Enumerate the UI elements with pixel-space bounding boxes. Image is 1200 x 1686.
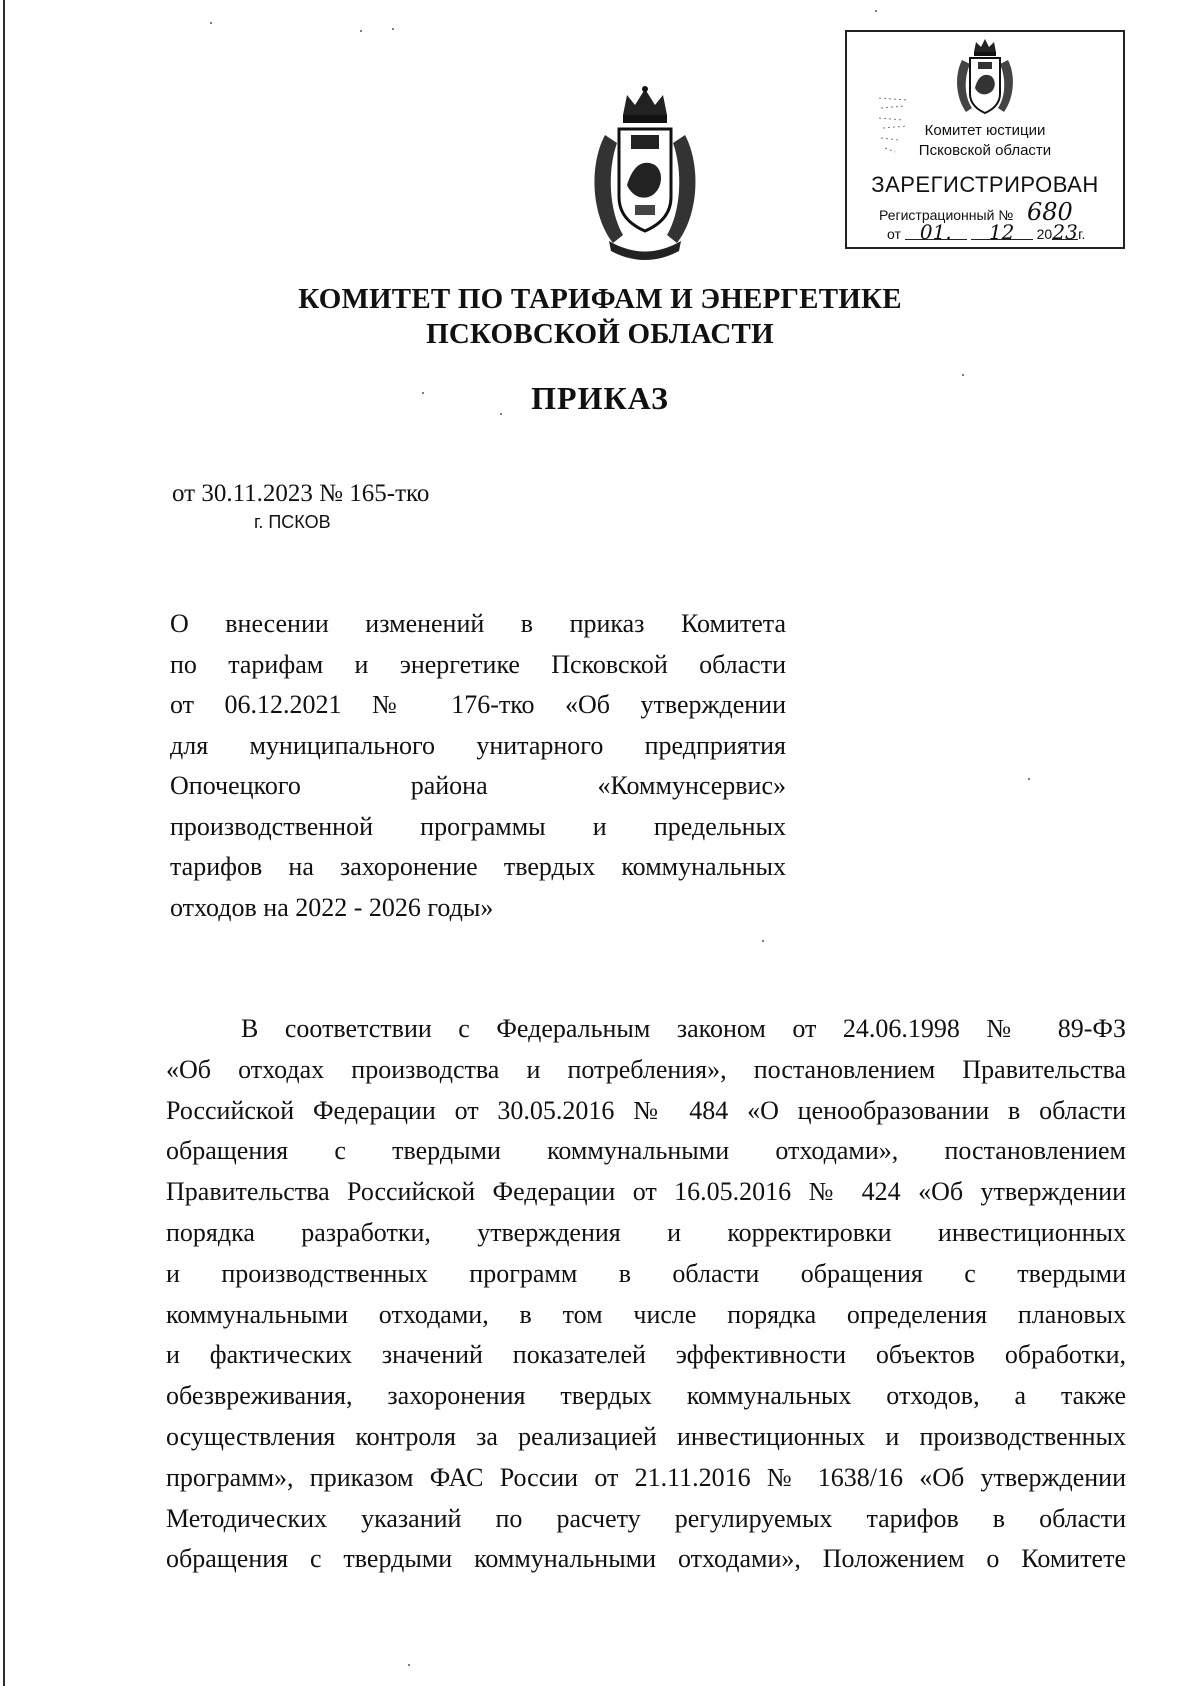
registration-stamp [845, 30, 1125, 249]
body-line: обезвреживания, захоронения твердых коммунальных отходов, а также [166, 1381, 1126, 1411]
scan-speck [392, 28, 394, 30]
scan-speck [500, 413, 502, 415]
body-line: «Об отходах производства и потребления», постановлением Правительства [166, 1054, 1126, 1084]
body-line: и производственных программ в области обращения с твердыми [166, 1258, 1126, 1288]
subject-line: тарифов на захоронение твердых коммунальных [170, 852, 786, 881]
stamp-date-month: 12 [971, 225, 1033, 240]
scan-speck [408, 1664, 410, 1666]
subject-line: от 06.12.2021 № 176-тко «Об утверждении [170, 690, 786, 719]
body-line: порядка разработки, утверждения и корректировки инвестиционных [166, 1217, 1126, 1247]
body-line: обращения с твердыми коммунальными отходами», Положением о Комитете [166, 1544, 1126, 1574]
subject-line: по тарифам и энергетике Псковской области [170, 649, 786, 679]
scan-speck [210, 22, 212, 24]
order-city: г. ПСКОВ [254, 512, 331, 532]
stamp-date-year-prefix: 20 [1036, 226, 1053, 242]
body-line: коммунальными отходами, в том числе порядка определения плановых [166, 1299, 1126, 1329]
scan-speck [875, 10, 877, 12]
scan-edge [3, 0, 5, 1686]
subject-line: О внесении изменений в приказ Комитета [170, 609, 786, 638]
scan-speck [1028, 778, 1030, 780]
organization-name [0, 282, 1200, 352]
scan-speck [360, 30, 362, 32]
subject-line: отходов на 2022 - 2026 годы» [170, 892, 494, 922]
stamp-authority-line2: Псковской области [918, 142, 1052, 159]
stamp-date-suffix: г. [1078, 226, 1086, 242]
stamp-date [887, 220, 1117, 244]
body-line: обращения с твердыми коммунальными отходами», постановлением [166, 1136, 1126, 1166]
scan-speck [422, 392, 424, 394]
body-line: Методических указаний по расчету регулируемых тарифов в области [166, 1503, 1126, 1533]
scan-speck [762, 940, 764, 942]
subject-line: для муниципального унитарного предприятия [170, 730, 786, 760]
order-subject [170, 604, 786, 928]
stamp-authority-line1: Комитет юстиции [924, 122, 1046, 139]
subject-line: Опочецкого района «Коммунсервис» [170, 771, 786, 800]
stamp-title: ЗАРЕГИСТРИРОВАН [871, 172, 1099, 197]
scan-speck [962, 374, 964, 376]
stamp-date-year-suffix: 23 [1052, 220, 1078, 244]
body-line: и фактических значений показателей эффективности объектов обработки, [166, 1340, 1126, 1370]
subject-line: производственной программы и предельных [170, 811, 786, 841]
organization-name-line2: ПСКОВСКОЙ ОБЛАСТИ [426, 318, 774, 350]
body-line: Правительства Российской Федерации от 16.05.2016 № 424 «Об утверждении [166, 1177, 1126, 1207]
stamp-reg-number: 680 [1027, 198, 1073, 226]
document-type: ПРИКАЗ [531, 380, 669, 416]
stamp-date-prefix: от [887, 226, 901, 242]
body-line: В соответствии с Федеральным законом от 24.06.1998 № 89-ФЗ [241, 1014, 1126, 1043]
coat-of-arms-emblem [583, 85, 707, 260]
order-number-date: от 30.11.2023 № 165-тко [172, 480, 430, 507]
stamp-reg-label: Регистрационный № [879, 207, 1014, 223]
body-line: Российской Федерации от 30.05.2016 № 484 «О ценообразовании в области [166, 1095, 1126, 1125]
body-line: программ», приказом ФАС России от 21.11.2016 № 1638/16 «Об утверждении [166, 1462, 1126, 1492]
stamp-date-day: 01. [905, 225, 967, 240]
order-body-paragraph [166, 1009, 1126, 1580]
organization-name-line1: КОМИТЕТ ПО ТАРИФАМ И ЭНЕРГЕТИКЕ [298, 283, 902, 315]
stamp-emblem [952, 38, 1018, 120]
body-line: осуществления контроля за реализацией инвестиционных и производственных [166, 1421, 1126, 1451]
